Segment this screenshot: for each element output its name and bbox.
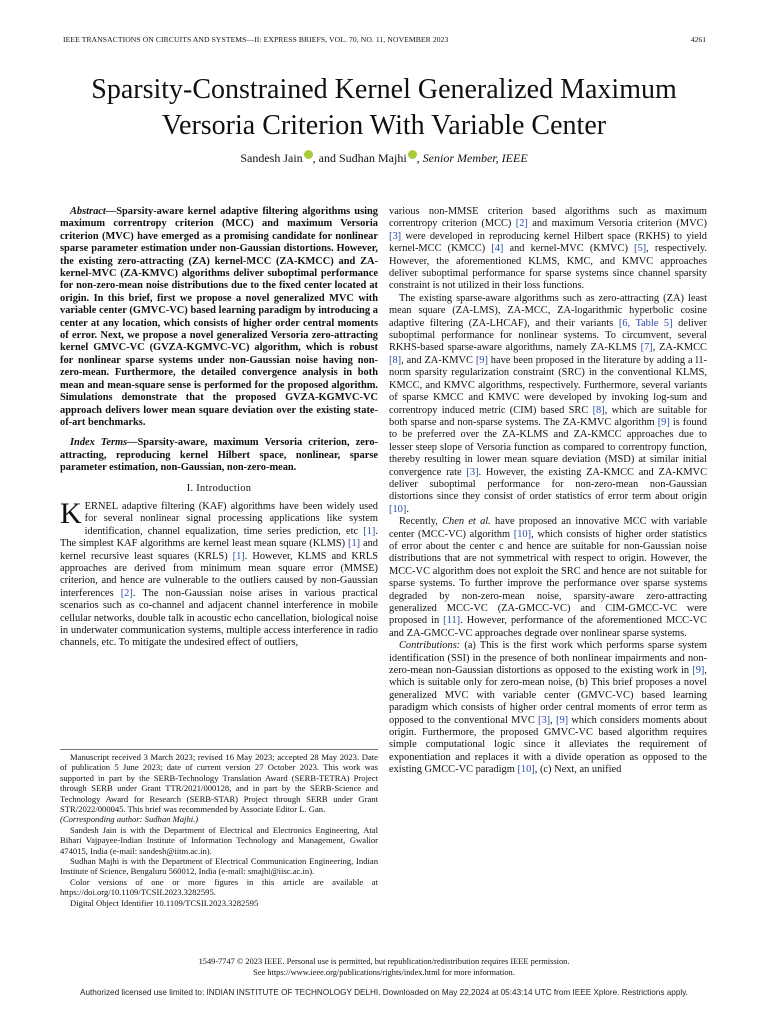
index-terms bbox=[60, 437, 378, 474]
body-text: and maximum Versoria criterion (MVC) bbox=[527, 218, 707, 230]
drop-cap: K bbox=[60, 496, 82, 530]
body-text: . However, the existing ZA-KMCC and ZA-KMVC deliver suboptimal performance for non-zero-mean non-Gaussian distortions since they consist of order statistics of error term about origin bbox=[389, 466, 708, 503]
citation-link[interactable]: [6, Table 5] bbox=[618, 317, 673, 329]
copyright-line-2: See https://www.ieee.org/publications/rights/index.html for more information. bbox=[253, 968, 515, 977]
citation-link[interactable]: [5] bbox=[634, 243, 647, 255]
orcid-icon[interactable] bbox=[304, 150, 313, 159]
citation-link[interactable]: [2] bbox=[515, 218, 528, 230]
intro-text: . The non-Gaussian noise arises in various practical scenarios such as co-channel and adjacent channel interference in mobile cellular networks, double talk in acoustic echo cancellation, biological noise in underwater communication systems, multiple access interference in radio channels, etc. To mitigate the undesired effect of outliers, bbox=[60, 587, 378, 649]
body-text: , which are suitable for both sparse and non-sparse systems. The ZA-KMVC algorithm bbox=[389, 404, 707, 428]
citation-link[interactable]: [7] bbox=[640, 342, 653, 354]
citation-link[interactable]: [9] bbox=[556, 714, 569, 726]
citation-link[interactable]: [9] bbox=[475, 354, 488, 366]
citation-link[interactable]: [3] bbox=[389, 230, 402, 242]
index-terms-text: Sparsity-aware, maximum Versoria criterion, zero-attracting, reproducing kernel Hilbert space, nonlinear, sparse parameter estimation, non-Gaussian, non-zero-mean. bbox=[60, 437, 378, 474]
body-text: The existing sparse-aware algorithms such as zero-attracting (ZA) least mean square (ZA-LMS), ZA-MCC, ZA-logarithmic hyperbolic cosine adaptive filtering (ZA-LHCAF), and their variants bbox=[389, 292, 707, 329]
citation-link[interactable]: [8] bbox=[592, 404, 605, 416]
author-line bbox=[40, 150, 728, 166]
page-number: 4261 bbox=[690, 35, 706, 44]
citation-link[interactable]: [10] bbox=[389, 503, 407, 515]
body-paragraph bbox=[389, 206, 707, 293]
running-header: IEEE TRANSACTIONS ON CIRCUITS AND SYSTEMS—II: EXPRESS BRIEFS, VOL. 70, NO. 11, NOVEMBER 2023 bbox=[63, 35, 449, 44]
body-text: . However, performance of the aforementioned MCC-VC and ZA-GMCC-VC approaches degrade over nonlinear sparse systems. bbox=[389, 615, 707, 639]
corresponding-author: (Corresponding author: Sudhan Majhi.) bbox=[60, 814, 199, 825]
footnote-affiliation-2: Sudhan Majhi is with the Department of Electrical Communication Engineering, Indian Institute of Science, Bengaluru 560012, India (e-mail: smajhi@iisc.ac.in). bbox=[60, 856, 378, 877]
intro-text: . However, KLMS and KRLS approaches are derived from minimum mean square error (MMSE) criterion, and hence are vulnerable to the outliers caused by non-Gaussian interferences bbox=[60, 550, 378, 599]
author-1: Sandesh Jain bbox=[240, 151, 303, 165]
body-text: Recently, bbox=[399, 516, 443, 528]
abstract-label: Abstract— bbox=[70, 206, 117, 217]
footnote-manuscript bbox=[60, 752, 378, 825]
intro-text: ERNEL adaptive filtering (KAF) algorithms have been widely used for several nonlinear signal processing applications like system identification, channel equalization, time series prediction, etc bbox=[84, 500, 378, 537]
contributions-label: Contributions: bbox=[399, 640, 461, 652]
body-text: , ZA-KMCC bbox=[652, 342, 707, 354]
footnote-text: Manuscript received 3 March 2023; revised 16 May 2023; accepted 28 May 2023. Date of publication 5 June 2023; date of current version 27 October 2023. This work was supported in part by the SERB-Technology Translation Award (SERB-TETRA) Project through SERB under Grant TTR/2021/000128, and in part by the SERB-Science and Technology Award for Research (SERB-STAR) Project through SERB under Grant STR/2022/000045. This brief was recommended by Associate Editor L. Gan. bbox=[60, 752, 378, 815]
index-terms-label: Index Terms— bbox=[70, 437, 138, 449]
footnote-affiliation-1: Sandesh Jain is with the Department of Electrical and Electronics Engineering, Atal Bihari Vajpayee-Indian Institute of Information Technology and Management, Gwalior 474015, India (e-mail: sandesh@iitm.ac.in). bbox=[60, 824, 378, 856]
citation-link[interactable]: [2] bbox=[120, 587, 133, 599]
author-mention: Chen et al. bbox=[442, 516, 491, 528]
paper-title bbox=[40, 72, 728, 144]
body-text: deliver suboptimal performance for nonlinear systems. To circumvent, several RKHS-based sparse-aware algorithms, namely ZA-KLMS bbox=[389, 317, 707, 354]
copyright-line-1: 1549-7747 © 2023 IEEE. Personal use is permitted, but republication/redistribution requires IEEE permission. bbox=[198, 957, 570, 966]
footnote-color: Color versions of one or more figures in this article are available at https://doi.org/10.1109/TCSII.2023.3282595. bbox=[60, 876, 378, 898]
intro-paragraph bbox=[60, 496, 378, 650]
intro-text: . The simplest KAF algorithms are kernel least mean square (KLMS) bbox=[60, 525, 378, 550]
body-text: various non-MMSE criterion based algorithms such as maximum correntropy criterion (MCC) bbox=[389, 206, 707, 230]
abstract bbox=[60, 206, 378, 429]
orcid-icon[interactable] bbox=[408, 150, 417, 159]
body-text: (a) This is the first work which performs sparse system identification (SSI) in the presence of both nonlinear impairments and non-zero-mean non-Gaussian distortions as opposed to the existing work in bbox=[389, 640, 707, 677]
title-line-2: Versoria Criterion With Variable Center bbox=[161, 110, 607, 141]
body-text: is found to be preferred over the ZA-KLMS and ZA-KMCC approaches due to lesser steep slope of Versoria function as compared to correntropy function, thereby resulting in lower mean square deviation (MSD) at similar initial convergence rate bbox=[389, 416, 707, 478]
body-text: , (c) Next, an unified bbox=[534, 764, 622, 776]
body-text: . bbox=[406, 503, 409, 515]
author-membership: , Senior Member, IEEE bbox=[416, 151, 528, 165]
body-text: , and ZA-KMVC bbox=[401, 354, 476, 366]
body-paragraph: Contributions: (a) This is the first work which performs sparse system identification (SSI) in the presence of both nonlinear impairments and non-zero-mean non-Gaussian distortions as opposed to the existing work in [9], which is suitable only for zero-mean noise, (b) This brief proposes a novel generalized MVC with variable center (GMVC-VC) based learning paradigm which consists of higher order central moments of error term as opposed to the conventional MVC [3], [9] which considers moments about origin. Furthermore, the proposed GMVC-VC based algorithm requires simple computational logic since it alleviates the requirement of exponentiation and replaces it with a divide operation as opposed to the existing GMCC-VC paradigm [10], (c) Next, an unified bbox=[389, 640, 707, 776]
body-paragraph bbox=[389, 293, 707, 516]
citation-link[interactable]: [4] bbox=[491, 243, 504, 255]
citation-link[interactable]: [1] bbox=[232, 550, 245, 562]
footnote-doi: Digital Object Identifier 10.1109/TCSII.2023.3282595 bbox=[70, 897, 259, 908]
title-line-1: Sparsity-Constrained Kernel Generalized Maximum bbox=[91, 74, 677, 105]
citation-link[interactable]: [10] bbox=[517, 764, 535, 776]
license-banner: Authorized licensed use limited to: INDIAN INSTITUTE OF TECHNOLOGY DELHI. Downloaded on May 22,2024 at 05:43:14 UTC from IEEE Xplore. Restrictions apply. bbox=[80, 988, 688, 997]
footnotes bbox=[60, 749, 378, 908]
citation-link[interactable]: [9] bbox=[657, 416, 670, 428]
left-column bbox=[60, 206, 378, 650]
body-text: , respectively. However, the aforementioned KLMS, KMC, and KMVC approaches deliver suboptimal performance for sparse systems since channel sparsity constraint is not utilized in their loss functions. bbox=[389, 243, 707, 292]
citation-link[interactable]: [8] bbox=[389, 354, 402, 366]
body-text: which considers moments about origin. Furthermore, the proposed GMVC-VC based algorithm requires simple computational logic since it alleviates the requirement of exponentiation and replaces it with a divide operation as opposed to the existing GMCC-VC paradigm bbox=[389, 714, 707, 776]
citation-link[interactable]: [10] bbox=[513, 528, 532, 540]
body-text: and kernel-MVC (KMVC) bbox=[503, 243, 635, 255]
copyright-notice bbox=[40, 956, 728, 978]
intro-text: and kernel recursive least squares (KRLS) bbox=[60, 538, 378, 562]
citation-link[interactable]: [11] bbox=[443, 615, 461, 627]
body-text: , which is suitable only for zero-mean noise, (b) This brief proposes a novel generalized MVC with variable center (GMVC-VC) based learning paradigm which consists of higher order central moments of error term as opposed to the conventional MVC bbox=[389, 665, 707, 726]
body-text: were developed in reproducing kernel Hilbert space (RKHS) to yield kernel-MCC (KMCC) bbox=[389, 230, 707, 255]
citation-link[interactable]: [1] bbox=[347, 538, 361, 550]
citation-link[interactable]: [1] bbox=[363, 525, 376, 537]
citation-link[interactable]: [3] bbox=[538, 714, 551, 726]
abstract-text: Sparsity-aware kernel adaptive filtering algorithms using maximum correntropy criterion (MCC) and maximum Versoria criterion (MVC) have emerged as a promising candidate for nonlinear sparse parameter estimation under non-Gaussian distortions. However, the existing zero-attracting (ZA) kernel-MCC (ZA-KMCC) and ZA-kernel-MVC (ZA-KMVC) algorithms deliver suboptimal performance for non-zero-mean noise distributions due to the fixed center located at origin. In this brief, first we propose a novel generalized MVC with variable center (GMVC-VC) based learning paradigm by introducing a center at any location, which consists of higher order central moments of error. Next, we propose a novel generalized Versoria zero-attracting kernel GMVC-VC (GVZA-KGMVC-VC) algorithm, which is robust for nonlinear sparse systems under non-Gaussian noise having non-zero-mean. Furthermore, the detailed convergence analysis in both mean and mean-square sense is performed for the proposed algorithm. Simulations demonstrate that the proposed GVZA-KGMVC-VC approach delivers lower mean square deviation over the existing state-of-art benchmarks. bbox=[60, 206, 378, 428]
body-text: , which consists of higher order statistics of error about the center c and hence are suitable for non-Gaussian noise distributions that are not symmetrical with respect to origin. However, the MCC-VC algorithm does not exploit the SRC and hence are not suitable for sparse systems. To further improve the performance over sparse systems degraded by non-zero-mean noise, sparsity-aware zero-attracting generalized MCC-VC (ZA-GMCC-VC) and CIM-GMCC-VC were proposed in bbox=[389, 528, 707, 627]
author-joiner: , and Sudhan Majhi bbox=[312, 151, 407, 165]
right-column bbox=[389, 206, 707, 777]
section-heading: I. Introduction bbox=[186, 482, 252, 494]
citation-link[interactable]: [9] bbox=[692, 665, 705, 677]
citation-link[interactable]: [3] bbox=[466, 466, 479, 478]
body-paragraph bbox=[389, 516, 707, 640]
body-text: have been proposed in the literature by adding a l1-norm sparsity regularization constraint (SRC) in the conventional KLMS, KMCC, and KMVC algorithms, respectively. Furthermore, several variants of sparse KMCC and KMVC were developed by invoking log-sum and correntropy induced metric (CIM) based SRC bbox=[389, 354, 707, 416]
body-text: have proposed an innovative MCC with variable center (MCC-VC) algorithm bbox=[389, 516, 708, 540]
